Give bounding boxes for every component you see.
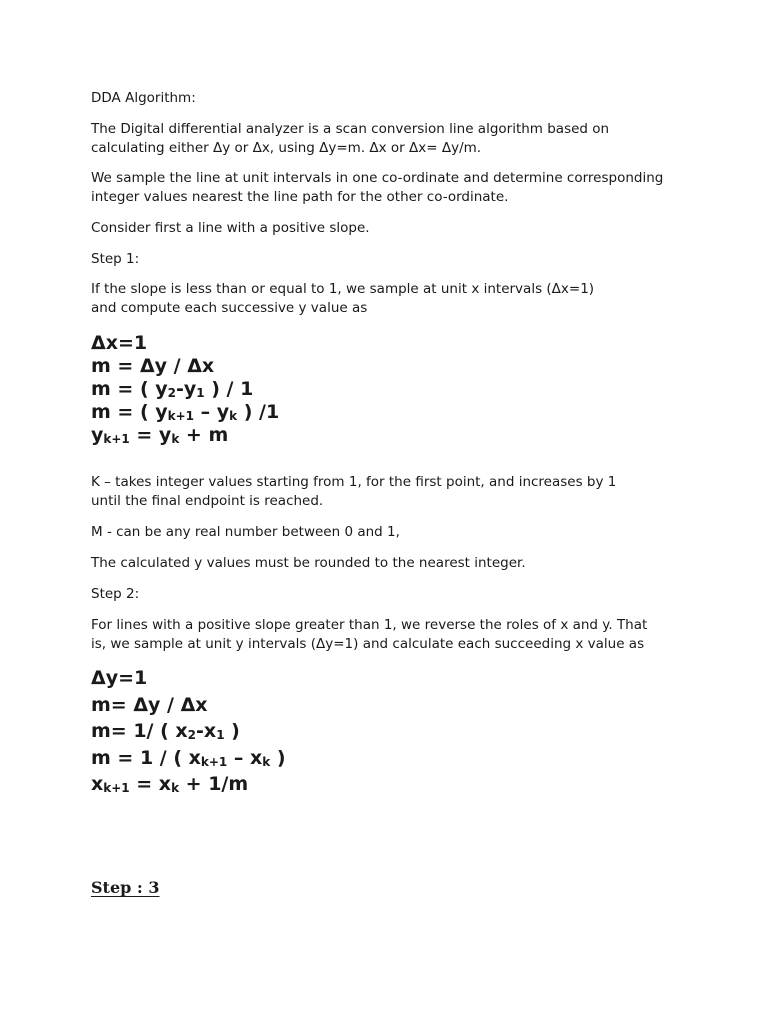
rounding-note: The calculated y values must be rounded to the nearest integer. [91,555,526,571]
step1-description-line: and compute each successive y value as [91,300,368,316]
sample-line: We sample the line at unit intervals in one co-ordinate and determine corresponding [91,170,664,186]
equation-slope-points: m= 1/ ( x2-x1 ) [91,720,240,742]
equation-slope-k: m = 1 / ( xk+1 – xk ) [91,746,286,769]
equation-x-next: xk+1 = xk + 1/m [91,773,249,795]
document-title: DDA Algorithm: [91,90,196,106]
equation-slope: m= Δy / Δx [91,693,208,716]
equation-slope-points: m = ( y2-y1 ) / 1 [91,378,254,400]
equation-delta-x: Δx=1 [91,332,148,354]
step2-label: Step 2: [91,586,140,602]
step1-description [91,280,691,318]
step1-equations [91,332,279,447]
k-note-line: until the final endpoint is reached. [91,493,324,509]
equation-slope-k: m = ( yk+1 – yk ) /1 [91,401,280,423]
equation-delta-y: Δy=1 [91,667,148,689]
equation-slope: m = Δy / Δx [91,355,215,377]
step2-equations [91,665,286,798]
sample-paragraph [91,169,691,207]
step2-description [91,616,691,654]
k-note-line: K – takes integer values starting from 1, for the first point, and increases by 1 [91,474,617,490]
consider-paragraph: Consider first a line with a positive slope. [91,220,370,236]
equation-y-next: yk+1 = yk + m [91,424,229,446]
k-note [91,473,691,511]
step1-label: Step 1: [91,251,140,267]
step2-description-line: For lines with a positive slope greater than 1, we reverse the roles of x and y. That [91,617,648,633]
intro-paragraph [91,120,691,158]
step3-heading: Step : 3 [91,878,160,897]
step1-description-line: If the slope is less than or equal to 1, we sample at unit x intervals (Δx=1) [91,281,595,297]
m-note: M - can be any real number between 0 and 1, [91,524,400,540]
intro-line: The Digital differential analyzer is a scan conversion line algorithm based on [91,121,610,137]
step2-description-line: is, we sample at unit y intervals (Δy=1) and calculate each succeeding x value as [91,636,645,652]
intro-line: calculating either Δy or Δx, using Δy=m. Δx or Δx= Δy/m. [91,140,482,156]
sample-line: integer values nearest the line path for the other co-ordinate. [91,189,509,205]
